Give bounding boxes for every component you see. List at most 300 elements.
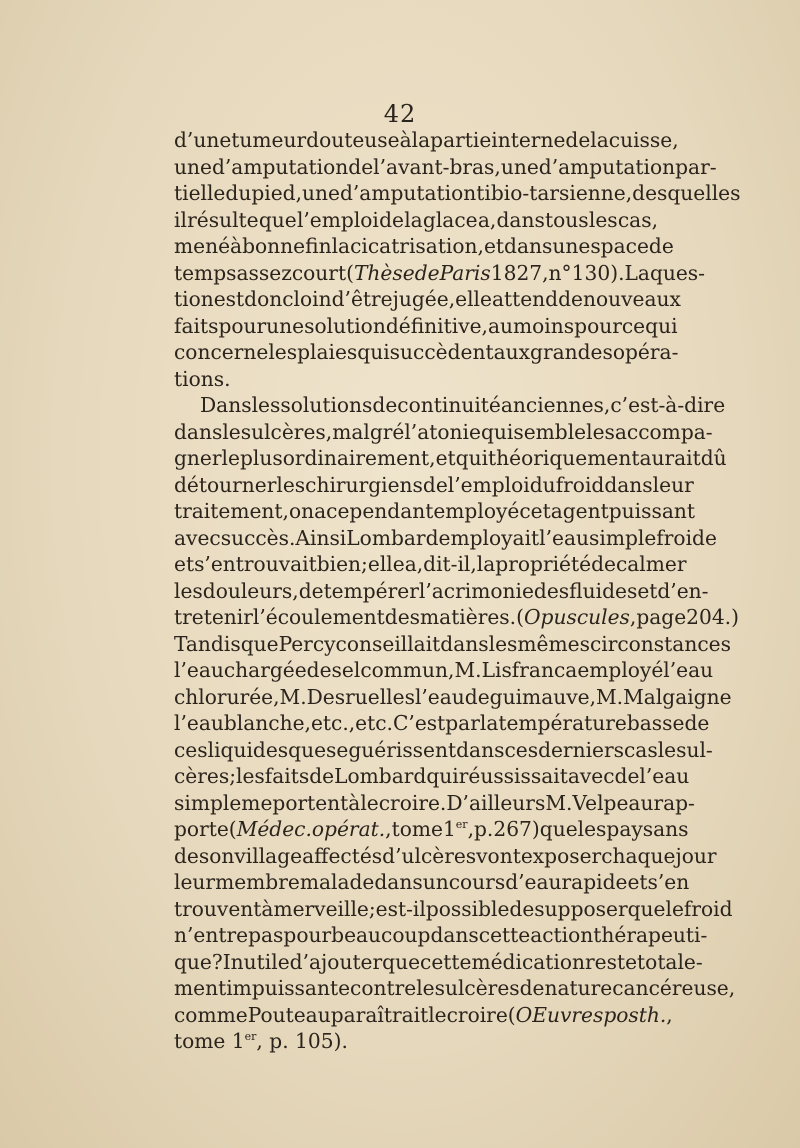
word: 267) [493,817,540,841]
word: froide [656,525,717,550]
word: de [684,711,710,735]
word: de [422,472,448,497]
word: de [464,684,490,709]
word: dans [374,870,423,894]
word: l’avant-bras, [373,154,501,179]
word: M. [454,658,482,682]
word: Tandis [174,631,241,656]
word: d’eau [505,870,562,894]
word: tempérer [323,578,419,603]
text-line [174,472,694,500]
word: la [411,128,431,152]
word: desquelles [632,181,741,205]
word: tous [545,207,589,232]
word: Dans [200,393,252,417]
word: un [552,234,579,258]
word: tome [391,817,443,841]
word: la [476,552,496,576]
word: partie [430,128,492,152]
word: opérat., [311,817,392,841]
word: se [326,737,349,762]
text-line [174,499,695,526]
word: l’eau [663,658,714,682]
word: M. [596,684,624,709]
word: de [565,128,591,152]
word: La [624,260,650,285]
word: l’écoulement [252,605,385,629]
word: faits [264,764,310,788]
word: cas [624,737,658,762]
word: posth., [603,1002,673,1027]
word: portent [272,790,349,815]
word: simple [589,525,657,550]
word: 204.) [686,605,739,629]
word: les [268,340,298,364]
word: jugée, [392,287,456,311]
word: que [258,207,297,232]
text-line [174,340,679,367]
word: (Opuscules, [516,605,637,629]
word: dans [430,923,479,947]
word: le [360,790,379,815]
word: qui [645,313,678,338]
word: comme [174,1002,248,1027]
word: et [174,552,195,576]
text-line [174,446,727,473]
text-line [174,313,678,341]
word: que [382,949,421,974]
word: a [565,658,578,682]
word: fluides [569,578,638,603]
text-line [174,605,739,632]
word: p. [269,1029,289,1053]
word: froid [683,896,733,921]
word: de [614,764,640,788]
word: de [519,976,545,1000]
word: nouveaux [582,287,681,311]
text-line [174,843,717,871]
word: un [422,870,449,894]
word: D’ailleurs [446,790,546,815]
word: guérissent [348,737,457,762]
word: les [586,419,615,444]
text-line [174,684,732,712]
word: etc. [355,711,393,735]
word: pour [574,313,622,338]
word: membre [215,870,300,894]
word: grandes [530,340,613,364]
word: de [509,896,535,921]
word: liquides [207,737,289,762]
word: affectés [302,843,383,868]
word: malade [299,870,375,894]
word: tion [174,287,214,311]
word: de [372,393,398,417]
word: pas [248,923,284,947]
word: n’entre [174,923,249,947]
word: ul- [686,737,713,762]
word: la [404,207,423,232]
word: d’ajouter [289,949,383,974]
word: cicatrisation, [350,234,484,258]
word: exposer [520,843,602,868]
word: solutions [280,393,373,417]
word: 105). [295,1029,348,1053]
word: les [222,419,252,444]
word: jour [675,843,717,868]
word: les [577,817,607,841]
word: dans [496,207,545,232]
word: reste [585,949,638,974]
word: théoriquement [488,446,640,470]
word: action [530,923,594,947]
word: Inutile [222,949,290,974]
word: les [488,631,518,656]
word: ment [174,976,227,1000]
word: douteuse [306,128,400,152]
word: (Médec. [228,817,312,841]
word: cères; [174,764,237,788]
word: qui [455,446,489,470]
word: il [174,207,187,232]
word: simple [174,790,242,815]
word: et [627,870,648,894]
word: aurait [639,446,701,470]
word: beaucoup [331,923,431,947]
word: totale- [637,949,703,974]
word: l’eau [414,684,465,709]
word: Lombard [334,764,427,788]
word: cours [448,870,506,894]
word: dans [174,419,223,444]
word: est-il [375,896,426,921]
word: commun, [360,658,455,682]
word: donc [244,287,294,311]
word: loin [293,287,332,311]
word: pour [283,923,332,947]
word: nature [544,976,613,1000]
word: village [234,843,303,868]
word: plaies [297,340,358,364]
word: on [288,499,315,523]
text-line [174,525,717,553]
word: ces [174,737,208,762]
word: qui [480,419,514,444]
word: mené [174,234,231,258]
word: température [498,711,627,735]
word: chirurgiens [305,472,423,497]
word: dans [440,631,489,656]
word: p. [474,817,494,841]
text-line [174,208,658,235]
word: elle [367,552,405,576]
word: Malgaigne [623,684,732,709]
word: Percy [278,631,336,656]
word: trouvait [235,552,317,576]
text-line [174,896,733,924]
word: accompa- [614,419,713,444]
text-line [174,711,710,738]
word: de [648,234,674,258]
word: du [529,472,556,497]
word: les [174,578,203,603]
word: calmer [615,552,687,576]
word: propriété [495,552,592,576]
word: aux [493,340,531,364]
word: de [306,658,332,682]
word: du [225,181,252,205]
text-line [174,817,689,844]
text-line [174,949,703,977]
word: réussissait [458,764,568,788]
word: paraîtrait [330,1002,429,1027]
word: 1er, [231,1029,263,1053]
word: à [348,790,361,815]
word: concerne [174,340,269,364]
word: rap- [653,790,695,815]
text-line [174,631,731,659]
word: avec [174,525,221,550]
word: de [558,287,583,311]
word: à [230,234,243,258]
word: d’une [174,128,232,152]
word: pied, [251,181,302,205]
text-line [174,393,726,420]
word: que [240,631,279,656]
word: et [637,578,658,603]
word: vont [476,843,521,868]
word: succès. [220,525,296,550]
word: ulcères [444,976,520,1000]
word: continuité [397,393,501,417]
word: froid [555,472,605,497]
text-line [174,578,709,606]
word: court(Thèse [291,260,415,285]
word: douleurs, [202,578,299,603]
word: tome [174,1029,226,1053]
word: dû [700,446,727,470]
word: merveille; [273,896,376,921]
word: de [414,260,440,285]
word: chlorurée, [174,684,280,709]
word: les [276,472,306,497]
word: et [483,234,505,258]
word: à [399,128,412,152]
word: bonne [242,234,306,258]
word: de [309,764,335,788]
word: ordinairement, [282,446,436,470]
word: temps [174,260,237,285]
word: dans [504,234,553,258]
word: n° [548,260,572,285]
word: à [261,896,274,921]
word: la [590,128,609,152]
word: Desruelles [306,684,415,709]
text-line [174,658,714,685]
word: résulte [187,207,259,232]
word: a [314,499,327,523]
word: est [213,287,245,311]
word: qui [357,340,390,364]
word: des [533,578,570,603]
word: l’eau [174,711,224,735]
word: traitement, [174,499,289,523]
word: derniers [538,737,624,762]
word: croire. [378,790,447,815]
word: de [348,154,374,179]
text-line [174,154,717,182]
word: assez [236,260,292,285]
text-line [174,128,679,155]
word: paysans [606,817,689,841]
word: s’en [194,552,236,576]
word: tions. [174,366,231,391]
word: la [331,234,351,258]
word: chaque [601,843,676,868]
word: possible [425,896,510,921]
word: tretenir [174,605,253,629]
word: porte [174,817,229,841]
word: circonstances [589,631,731,656]
word: dans [456,737,505,762]
word: l’eau [639,764,690,788]
word: l’emploi [447,472,530,497]
word: Paris [439,260,491,285]
word: leur [652,472,694,497]
word: cuisse, [608,128,679,152]
word: croire [446,1002,508,1027]
word: blanche, [223,711,311,735]
word: par- [675,154,717,179]
word: contre [350,976,417,1000]
word: le [221,446,240,470]
word: chargée [223,658,307,682]
text-line [174,181,741,208]
word: (OEuvres [507,1002,604,1027]
word: a, [404,552,424,576]
word: d’être [331,287,393,311]
word: etc., [310,711,356,735]
word: et [435,446,456,470]
word: C’est [392,711,446,735]
word: pour [218,313,267,338]
word: d’en- [657,578,709,603]
word: une [174,154,212,179]
word: le [665,896,684,921]
word: les [657,737,687,762]
word: bien; [316,552,368,576]
word: le [428,1002,447,1027]
word: qui [426,764,459,788]
word: a, [477,207,497,232]
word: tielle [174,181,226,205]
word: fin [305,234,332,258]
word: avec [567,764,615,788]
word: de [298,578,324,603]
word: 130). [571,260,625,285]
word: les [416,976,445,1000]
word: l’acrimonie [418,578,534,603]
word: de [174,843,199,868]
word: leur [174,870,216,894]
word: cette [478,923,531,947]
word: l’eau [539,525,589,550]
word: l’emploi [296,207,379,232]
word: Ainsi [295,525,347,550]
text-line [174,260,705,288]
word: par [445,711,480,735]
text-line [174,764,690,791]
word: son [198,843,235,868]
word: matières. [420,605,517,629]
word: me [241,790,273,815]
word: trouvent [174,896,262,921]
text-line [174,737,713,765]
text-line [174,234,674,261]
word: opéra- [612,340,679,364]
word: une [266,313,305,338]
word: s’en [647,870,690,894]
word: Velpeau [572,790,654,815]
body-text [174,128,741,1056]
word: Lisfranc [481,658,566,682]
text-line [174,552,687,579]
word: elle [455,287,492,311]
word: d’ulcères [382,843,477,868]
word: conseillait [335,631,441,656]
word: d’amputation [339,181,477,205]
word: d’amputation [211,154,349,179]
word: rapide [561,870,628,894]
word: M. [279,684,307,709]
word: tibio-tarsienne, [476,181,633,205]
word: l’eau [174,658,224,682]
text-line [174,790,695,818]
word: dit-il, [423,552,477,576]
word: ques- [649,260,705,285]
word: l’atonie [404,419,481,444]
word: de [379,207,404,232]
word: au [487,313,514,338]
word: 1er, [442,817,474,841]
text-line [174,367,658,394]
word: des [384,605,421,629]
word: 1827, [490,260,549,285]
word: Lombard [346,525,439,550]
word: médication [471,949,586,974]
word: moins [513,313,575,338]
word: solution [304,313,386,338]
word: attend [491,287,559,311]
word: ce [621,313,646,338]
word: faits [174,313,219,338]
word: définitive, [385,313,488,338]
word: puissant [608,499,695,523]
word: les [236,764,265,788]
page-number: 42 [383,100,417,128]
word: détourner [174,472,277,497]
word: basse [626,711,685,735]
word: les [588,207,618,232]
word: gner [174,446,222,470]
word: impuissante [226,976,351,1000]
word: employé [577,658,664,682]
word: de [591,552,616,576]
word: employé [433,499,520,523]
word: anciennes, [500,393,611,417]
word: glace [422,207,478,232]
word: employait [438,525,540,550]
